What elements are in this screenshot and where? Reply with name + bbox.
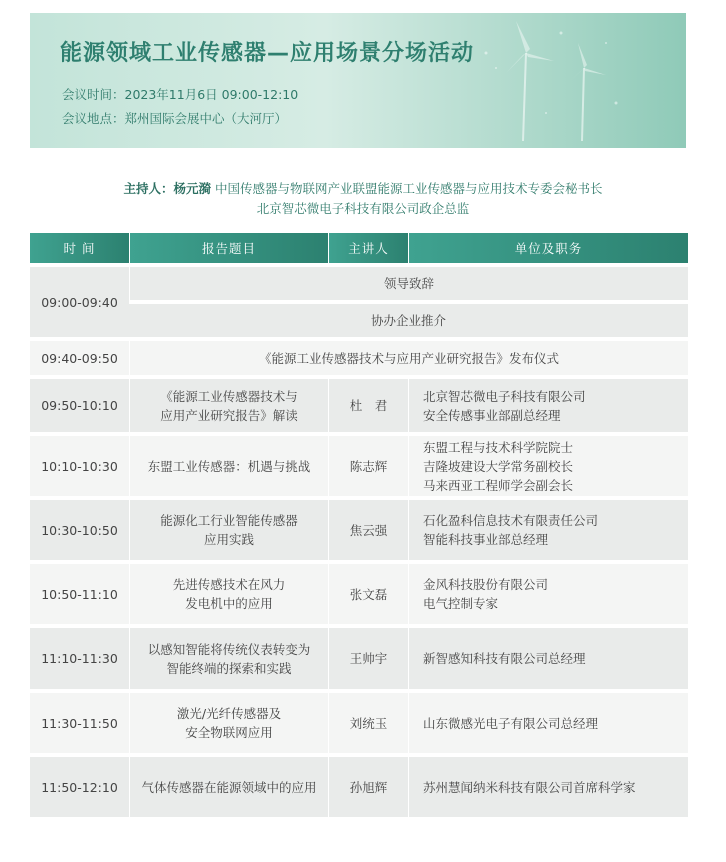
time-cell: 09:40-09:50 [30, 337, 129, 375]
topic-cell [129, 560, 328, 624]
org-line: 苏州慧闻纳米科技有限公司首席科学家 [423, 779, 636, 795]
time-cell: 09:50-10:10 [30, 375, 129, 432]
topic-cell: 《能源工业传感器技术与应用产业研究报告》发布仪式 [129, 337, 688, 375]
topic-cell: 协办企业推介 [129, 300, 688, 337]
table-header [30, 233, 688, 263]
table-row [30, 432, 688, 496]
header-banner [30, 13, 686, 148]
host-line-1 [0, 179, 726, 197]
topic-cell [129, 496, 328, 560]
table-row [30, 496, 688, 560]
org-line: 马来西亚工程师学会副会长 [423, 477, 574, 493]
org-cell [408, 689, 688, 753]
org-line: 北京智芯微电子科技有限公司 [423, 388, 586, 404]
header-topic: 报告题目 [129, 233, 328, 263]
time-cell: 10:10-10:30 [30, 432, 129, 496]
topic-line: 能源化工行业智能传感器 [160, 513, 298, 528]
speaker-cell: 孙旭辉 [328, 753, 408, 817]
schedule-table [30, 233, 688, 817]
speaker-cell: 王帅宇 [328, 624, 408, 689]
header-org: 单位及职务 [408, 233, 688, 263]
topic-cell [129, 432, 328, 496]
wind-turbine-icon [466, 13, 636, 143]
time-cell: 11:30-11:50 [30, 689, 129, 753]
time-cell: 11:10-11:30 [30, 624, 129, 689]
topic-line: 安全物联网应用 [185, 725, 273, 740]
time-cell: 10:30-10:50 [30, 496, 129, 560]
org-cell [408, 496, 688, 560]
table-row [30, 560, 688, 624]
header-speaker: 主讲人 [328, 233, 408, 263]
time-cell: 10:50-11:10 [30, 560, 129, 624]
org-cell [408, 432, 688, 496]
org-line: 山东微感光电子有限公司总经理 [423, 715, 599, 731]
time-cell: 09:00-09:40 [30, 263, 129, 337]
org-line: 新智感知科技有限公司总经理 [423, 651, 586, 666]
table-row [30, 689, 688, 753]
topic-line: 气体传感器在能源领域中的应用 [141, 779, 317, 795]
table-row [30, 337, 688, 375]
org-line: 东盟工程与技术科学院院士 [423, 439, 574, 455]
topic-line: 应用产业研究报告》解读 [160, 407, 298, 423]
org-line: 智能科技事业部总经理 [423, 532, 549, 547]
org-cell [408, 560, 688, 624]
topic-line: 以感知智能将传统仪表转变为 [147, 641, 311, 657]
org-cell [408, 624, 688, 689]
table-row [30, 624, 688, 689]
org-line: 石化盈科信息技术有限责任公司 [423, 513, 599, 528]
table-row [30, 263, 688, 300]
topic-cell [129, 624, 328, 689]
speaker-cell: 张文磊 [328, 560, 408, 624]
speaker-cell: 刘统玉 [328, 689, 408, 753]
topic-line: 先进传感技术在风力 [172, 577, 286, 592]
org-line: 金风科技股份有限公司 [423, 577, 549, 592]
table-row [30, 753, 688, 817]
topic-line: 发电机中的应用 [185, 596, 273, 611]
topic-cell: 领导致辞 [129, 263, 688, 300]
host-title: 中国传感器与物联网产业联盟能源工业传感器与应用技术专委会秘书长 [214, 181, 603, 196]
topic-line: 《能源工业传感器技术与 [160, 388, 298, 404]
topic-cell [129, 689, 328, 753]
host-label: 主持人：杨元漪 [123, 181, 211, 196]
topic-cell [129, 375, 328, 432]
org-line: 吉隆坡建设大学常务副校长 [423, 458, 574, 474]
topic-line: 激光/光纤传感器及 [176, 706, 282, 721]
org-line: 安全传感事业部副总经理 [423, 407, 561, 423]
speaker-cell: 焦云强 [328, 496, 408, 560]
meeting-time: 会议时间：2023年11月6日 09:00-12:10 [62, 87, 299, 102]
org-cell [408, 753, 688, 817]
time-cell: 11:50-12:10 [30, 753, 129, 817]
topic-line: 东盟工业传感器：机遇与挑战 [147, 458, 311, 474]
table-row [30, 300, 688, 337]
topic-line: 智能终端的探索和实践 [166, 660, 292, 676]
speaker-cell: 杜 君 [328, 375, 408, 432]
table-row [30, 375, 688, 432]
topic-line: 应用实践 [203, 532, 254, 547]
org-cell [408, 375, 688, 432]
speaker-cell: 陈志辉 [328, 432, 408, 496]
event-title: 能源领域工业传感器—应用场景分场活动 [60, 41, 475, 66]
meeting-place: 会议地点：郑州国际会展中心（大河厅） [62, 111, 288, 126]
topic-cell [129, 753, 328, 817]
host-line-2: 北京智芯微电子科技有限公司政企总监 [256, 201, 470, 216]
org-line: 电气控制专家 [423, 596, 499, 611]
header-time: 时 间 [30, 233, 129, 263]
